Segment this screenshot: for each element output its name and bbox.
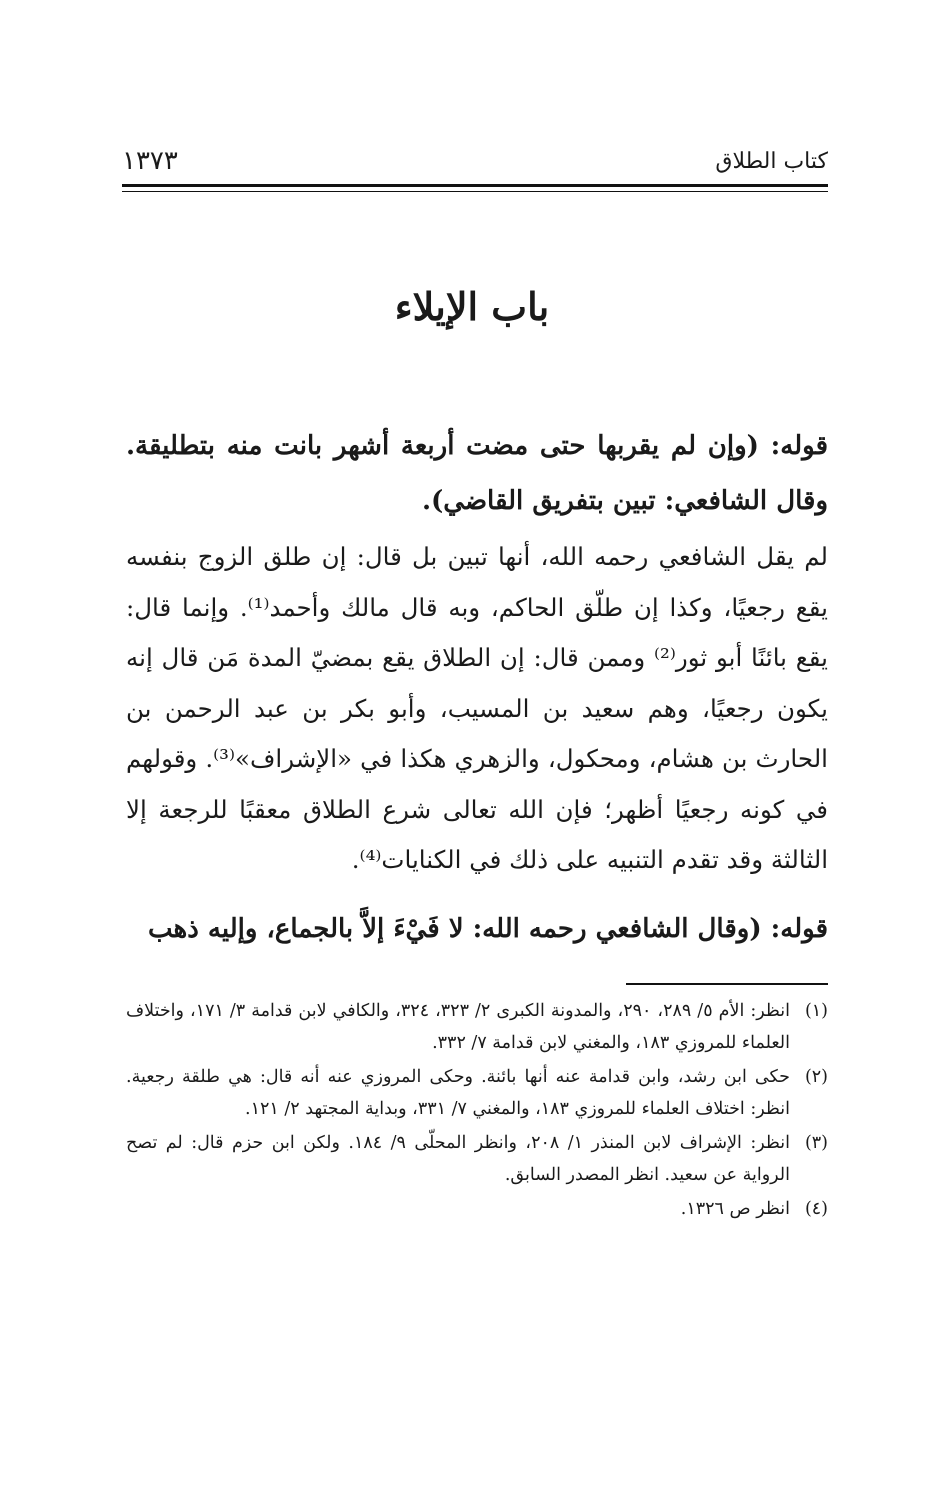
footnote (126, 1062, 828, 1125)
paragraph-quote-1: قوله: (وإن لم يقربها حتى مضت أربعة أشهر بانت منه بتطليقة. وقال الشافعي: تبين بتفريق القاضي). (126, 431, 828, 516)
footnote-text: انظر: الإشراف لابن المنذر ١/ ٢٠٨، وانظر المحلّى ٩/ ١٨٤. ولكن ابن حزم قال: لم تصح الرواية عن سعيد. انظر المصدر السابق. (126, 1133, 790, 1185)
page-number: ١٣٧٣ (122, 146, 178, 176)
footnote-number: (١) (804, 1001, 828, 1021)
footnote-text: انظر ص ١٣٢٦. (680, 1199, 790, 1219)
footnote-number: (٢) (804, 1067, 828, 1087)
footnote-number: (٣) (804, 1133, 828, 1153)
footnote-text: حكى ابن رشد، وابن قدامة عنه أنها بائنة. وحكى المروزي عنه أنه قال: هي طلقة رجعية. انظر: اختلاف العلماء للمروزي ١٨٣، والمغني ٧/ ٣٣١، وبداية المجتهد ٢/ ١٢١. (126, 1067, 790, 1119)
paragraph-commentary: لم يقل الشافعي رحمه الله، أنها تبين بل قال: إن طلق الزوج بنفسه يقع رجعيًا، وكذا إن طلّق الحاكم، وبه قال مالك وأحمد⁽¹⁾. وإنما قال: يقع بائنًا أبو ثور⁽²⁾ وممن قال: إن الطلاق يقع بمضيّ المدة مَن قال إنه يكون رجعيًا، وهم سعيد بن المسيب، وأبو بكر بن عبد الرحمن بن الحارث بن هشام، ومحكول، والزهري هكذا في «الإشراف»⁽³⁾. وقولهم في كونه رجعيًا أظهر؛ فإن الله تعالى شرع الطلاق معقبًا للرجعة إلا الثالثة وقد تقدم التنبيه على ذلك في الكنايات⁽⁴⁾. (126, 542, 828, 874)
chapter-title: باب الإيلاء (394, 284, 550, 329)
footnote-separator (626, 983, 828, 985)
header-rule-thin (122, 191, 828, 192)
footnote (126, 1194, 828, 1226)
footnote (126, 1128, 828, 1191)
footnote-text: انظر: الأم ٥/ ٢٨٩، ٢٩٠، والمدونة الكبرى ٢/ ٣٢٣، ٣٢٤، والكافي لابن قدامة ٣/ ١٧١، واختلاف العلماء للمروزي ١٨٣، والمغني لابن قدامة ٧/ ٣٣٢. (126, 1001, 790, 1053)
footnotes (126, 996, 828, 1229)
running-title: كتاب الطلاق (715, 148, 828, 174)
header-rule-thick (122, 184, 828, 187)
footnote-number: (٤) (804, 1199, 828, 1219)
footnote (126, 996, 828, 1059)
page-header (122, 144, 828, 178)
paragraph-quote-2: قوله: (وقال الشافعي رحمه الله: لا فَيْءَ إلاَّ بالجماع، وإليه ذهب (148, 914, 828, 944)
